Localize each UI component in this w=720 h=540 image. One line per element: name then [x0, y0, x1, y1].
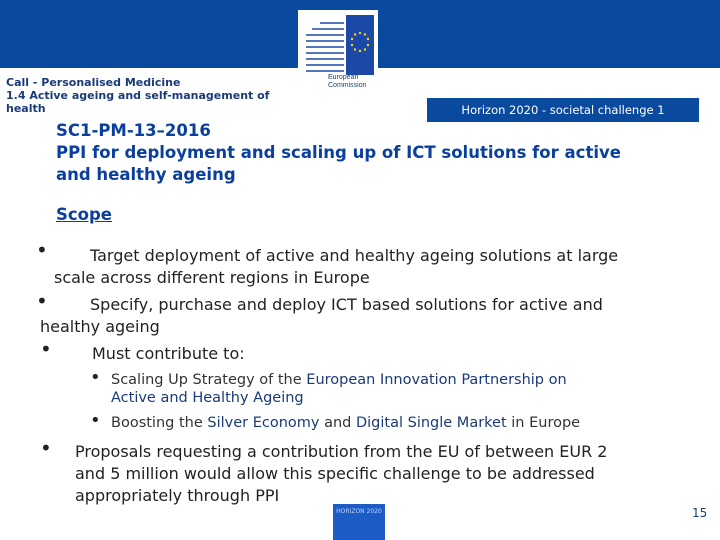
programme-badge: Horizon 2020 - societal challenge 1	[427, 98, 699, 122]
scope-heading: Scope	[56, 205, 113, 224]
page-number: 15	[692, 506, 708, 520]
logo-line-2: Commission	[328, 82, 367, 89]
sub-bullet-icon: •	[90, 367, 101, 388]
sub-bullet-2-mid: and	[319, 415, 356, 431]
bullet-4-line-1: Proposals requesting a contribution from the EU of between EUR 2	[75, 442, 608, 461]
sub-bullet-1-line-1	[111, 371, 567, 389]
breadcrumb-line-3: health	[6, 102, 46, 115]
breadcrumb	[6, 76, 269, 115]
logo-caption	[328, 74, 367, 90]
bullet-1-line-1: Target deployment of active and healthy ageing solutions at large	[90, 246, 619, 265]
sub-bullet-2-suffix: in Europe	[506, 415, 581, 431]
title-line-3: and healthy ageing	[56, 165, 236, 184]
eu-flag-icon	[346, 15, 374, 75]
berlaymont-building-icon	[304, 15, 346, 75]
bullet-icon: •	[36, 238, 48, 262]
bullet-icon: •	[36, 289, 48, 313]
silver-economy-text: Silver Economy	[207, 415, 320, 431]
title-line-2: PPI for deployment and scaling up of ICT solutions for active	[56, 143, 621, 162]
bullet-2-line-1: Specify, purchase and deploy ICT based solutions for active and	[90, 295, 603, 314]
sub-bullet-2-line	[111, 414, 580, 432]
page-title	[56, 120, 696, 186]
breadcrumb-line-1: Call - Personalised Medicine	[6, 76, 181, 89]
horizon-2020-logo: HORIZON 2020	[333, 504, 385, 540]
bullet-1-line-2: scale across different regions in Europe	[54, 268, 370, 287]
sub-bullet-icon: •	[90, 410, 101, 431]
bullet-3-text: Must contribute to:	[92, 344, 245, 363]
sub-bullet-1-prefix: Scaling Up Strategy of the	[111, 372, 307, 388]
bullet-icon: •	[40, 337, 52, 361]
bullet-2-line-2: healthy ageing	[40, 317, 160, 336]
bullet-4-line-3: appropriately through PPI	[75, 486, 280, 505]
bullet-icon: •	[40, 436, 52, 460]
sub-bullet-1-highlight: European Innovation Partnership on	[306, 372, 567, 388]
title-line-1: SC1-PM-13–2016	[56, 121, 211, 140]
sub-bullet-2-prefix: Boosting the	[111, 415, 208, 431]
logo-line-1: European	[328, 74, 359, 81]
european-commission-logo	[298, 10, 378, 102]
digital-single-market-text: Digital Single Market	[355, 415, 507, 431]
breadcrumb-line-2: 1.4 Active ageing and self-management of	[6, 89, 270, 102]
sub-bullet-1-line-2: Active and Healthy Ageing	[111, 390, 304, 406]
bullet-4-line-2: and 5 million would allow this specific challenge to be addressed	[75, 464, 595, 483]
